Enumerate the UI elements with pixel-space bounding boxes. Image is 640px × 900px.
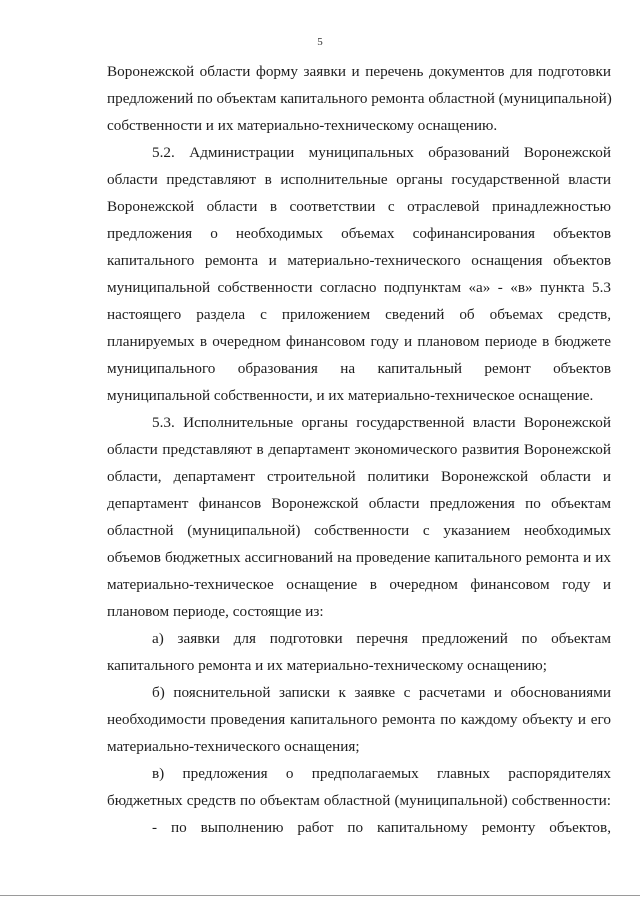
text-line: департамент финансов Воронежской области предложения по объектам: [107, 495, 611, 512]
text-line: области представляют в исполнительные органы государственной власти: [107, 171, 611, 188]
text-line: собственности и их материально-техническому оснащению.: [107, 117, 498, 134]
text-line: капитального ремонта и материально-технического оснащения объектов: [107, 252, 611, 269]
text-line: Воронежской области форму заявки и перечень документов для подготовки: [107, 63, 611, 80]
bottom-scan-edge: [0, 895, 640, 896]
paragraph-5-3-first-line: 5.3. Исполнительные органы государственной власти Воронежской: [152, 414, 611, 431]
text-line: материально-техническое оснащение в очередном финансовом году и: [107, 576, 611, 593]
text-line: предложения о необходимых объемах софинансирования объектов: [107, 225, 611, 242]
text-line: капитального ремонта и их материально-техническому оснащению;: [107, 657, 547, 674]
text-line: предложений по объектам капитального ремонта областной (муниципальной): [107, 90, 612, 107]
list-item-a: а) заявки для подготовки перечня предложений по объектам: [152, 630, 611, 647]
list-item-v: в) предложения о предполагаемых главных распорядителях: [152, 765, 611, 782]
text-line: бюджетных средств по объектам областной (муниципальной) собственности:: [107, 792, 611, 809]
text-line: областной (муниципальной) собственности с указанием необходимых: [107, 522, 611, 539]
text-line: планируемых в очередном финансовом году и плановом периоде в бюджете: [107, 333, 611, 350]
text-line: области, департамент строительной политики Воронежской области и: [107, 468, 611, 485]
text-line: объемов бюджетных ассигнований на проведение капитального ремонта и их: [107, 549, 611, 566]
text-line: настоящего раздела с приложением сведений об объемах средств,: [107, 306, 611, 323]
paragraph-5-2-first-line: 5.2. Администрации муниципальных образований Воронежской: [152, 144, 611, 161]
text-line: материально-технического оснащения;: [107, 738, 360, 755]
page-number: 5: [317, 36, 323, 48]
text-line: муниципального образования на капитальный ремонт объектов: [107, 360, 611, 377]
text-line: муниципальной собственности согласно подпунктам «а» - «в» пункта 5.3: [107, 279, 611, 296]
list-item-b: б) пояснительной записки к заявке с расчетами и обоснованиями: [152, 684, 611, 701]
text-line: Воронежской области в соответствии с отраслевой принадлежностью: [107, 198, 611, 215]
text-line: плановом периоде, состоящие из:: [107, 603, 324, 620]
text-line: необходимости проведения капитального ремонта по каждому объекту и его: [107, 711, 611, 728]
text-line: муниципальной собственности, и их материально-техническое оснащение.: [107, 387, 594, 404]
text-line: области представляют в департамент экономического развития Воронежской: [107, 441, 611, 458]
dash-list-item: - по выполнению работ по капитальному ремонту объектов,: [152, 819, 611, 836]
